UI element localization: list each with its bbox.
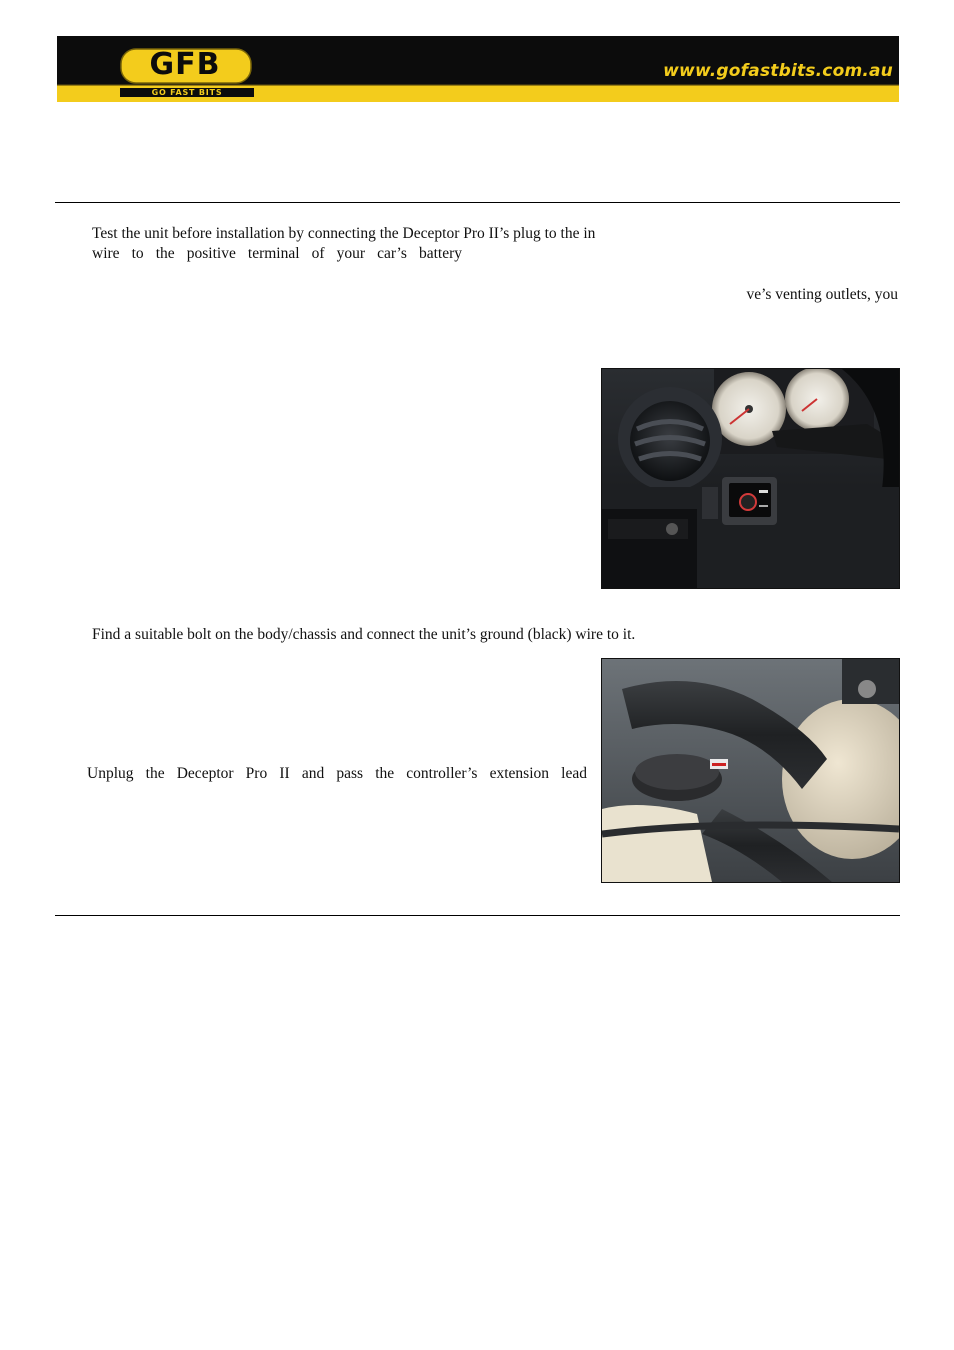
step-test-line2: wire to the positive terminal of your car’s battery — [92, 245, 462, 262]
logo-text: GFB — [149, 46, 221, 82]
step-test-line1: Test the unit before installation by connecting the Deceptor Pro II’s plug to the in — [92, 225, 596, 242]
photo-dashboard-controller-icon — [602, 369, 899, 588]
photo-engine-bay-icon — [602, 659, 899, 882]
header-banner — [57, 36, 899, 102]
step-unplug-text: Unplug the Deceptor Pro II and pass the controller’s extension lead — [87, 765, 587, 782]
engine-bay-photo — [601, 658, 900, 883]
dashboard-photo — [601, 368, 900, 589]
gfb-logo — [119, 46, 255, 100]
step-test-paragraph — [92, 224, 672, 244]
step-ground-text: Find a suitable bolt on the body/chassis and connect the unit’s ground (black) wire to it. — [92, 626, 636, 643]
logo-subtitle: GO FAST BITS — [119, 87, 255, 98]
website-url: www.gofastbits.com.au — [663, 61, 893, 81]
step-test-paragraph-2 — [92, 244, 462, 264]
vent-fragment-text: ve’s venting outlets, you — [746, 286, 898, 303]
step-unplug-paragraph — [87, 764, 587, 784]
bottom-divider — [55, 915, 900, 916]
top-divider — [55, 202, 900, 203]
